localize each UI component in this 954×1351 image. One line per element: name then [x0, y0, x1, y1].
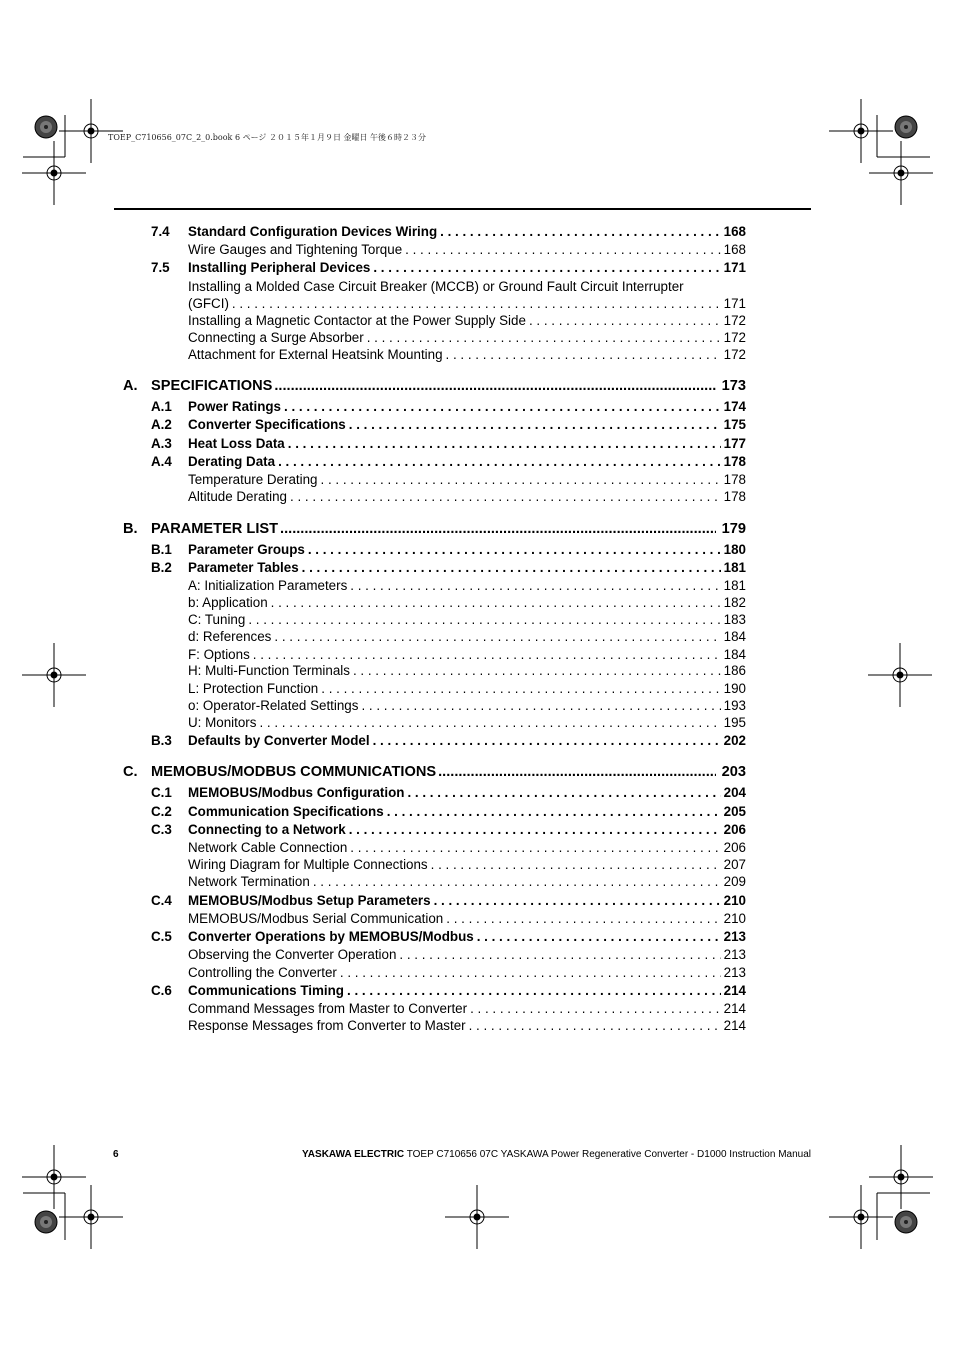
- toc-page: 213: [723, 947, 746, 962]
- rosette-mark-top-right: [895, 116, 917, 138]
- toc-title: Wire Gauges and Tightening Torque: [188, 242, 403, 257]
- toc-page: 184: [723, 629, 746, 644]
- toc-title: Converter Specifications: [188, 417, 346, 432]
- toc-page: 214: [723, 1018, 746, 1033]
- toc-entry-initialization-parameters[interactable]: [123, 577, 746, 594]
- toc-page: 181: [723, 578, 746, 593]
- toc-title: Command Messages from Master to Converter: [188, 1001, 468, 1016]
- toc-title: PARAMETER LIST: [151, 521, 279, 537]
- toc-title: Temperature Derating: [188, 472, 318, 487]
- dot-leader: [353, 662, 721, 679]
- toc-entry-command-messages[interactable]: [123, 1000, 746, 1017]
- toc-title: MEMOBUS/Modbus Serial Communication: [188, 911, 444, 926]
- toc-title: o: Operator-Related Settings: [188, 698, 359, 713]
- dot-leader: [407, 784, 720, 801]
- dot-leader: [477, 928, 721, 945]
- toc-title: Installing Peripheral Devices: [188, 260, 371, 275]
- dot-leader: [248, 611, 720, 628]
- toc-title: F: Options: [188, 647, 250, 662]
- footer-document-info: [302, 1149, 811, 1160]
- toc-number: A.2: [151, 417, 172, 432]
- crosshair-bottom-right: [829, 1185, 893, 1249]
- toc-title: Altitude Derating: [188, 489, 287, 504]
- dot-leader: [288, 435, 721, 452]
- toc-title: Connecting to a Network: [188, 822, 346, 837]
- dot-leader: [308, 541, 721, 558]
- toc-page: 193: [723, 698, 746, 713]
- toc-page: 181: [723, 560, 746, 575]
- dot-leader: [373, 732, 721, 749]
- toc-entry-a-4[interactable]: [123, 453, 746, 470]
- toc-title: Heat Loss Data: [188, 436, 285, 451]
- toc-entry-references[interactable]: [123, 628, 746, 645]
- toc-title: U: Monitors: [188, 715, 257, 730]
- dot-leader: [259, 714, 720, 731]
- toc-entry-application[interactable]: [123, 594, 746, 611]
- toc-entry-7-5[interactable]: [123, 259, 746, 276]
- footer-company: YASKAWA ELECTRIC: [302, 1149, 405, 1160]
- toc-title: SPECIFICATIONS: [151, 378, 273, 394]
- dot-leader: [280, 521, 716, 538]
- dot-leader: [529, 312, 721, 329]
- dot-leader: [373, 259, 720, 276]
- toc-page: 172: [723, 313, 746, 328]
- toc-page: 190: [723, 681, 746, 696]
- toc-title: Derating Data: [188, 454, 276, 469]
- toc-title: MEMOBUS/Modbus Configuration: [188, 785, 405, 800]
- toc-entry-b-2[interactable]: [123, 559, 746, 576]
- dot-leader: [274, 378, 715, 395]
- toc-entry-network-cable-connection[interactable]: [123, 839, 746, 856]
- toc-page: 184: [723, 647, 746, 662]
- toc-entry-a-3[interactable]: [123, 435, 746, 452]
- toc-page: 182: [723, 595, 746, 610]
- toc-page: 207: [723, 857, 746, 872]
- toc-page: 172: [723, 347, 746, 362]
- toc-entry-tuning[interactable]: [123, 611, 746, 628]
- toc-entry-c-6[interactable]: [123, 982, 746, 999]
- dot-leader: [274, 628, 720, 645]
- toc-entry-temperature-derating[interactable]: [123, 471, 746, 488]
- dot-leader: [470, 1000, 721, 1017]
- dot-leader: [361, 697, 720, 714]
- crosshair-top-left: [59, 99, 123, 163]
- toc-entry-b-1[interactable]: [123, 541, 746, 558]
- dot-leader: [278, 453, 721, 470]
- toc-page: 204: [723, 785, 746, 800]
- toc-entry-c-2[interactable]: [123, 803, 746, 820]
- toc-entry-response-messages[interactable]: [123, 1017, 746, 1034]
- dot-leader: [321, 680, 720, 697]
- dot-leader: [350, 577, 720, 594]
- toc-title: C: Tuning: [188, 612, 246, 627]
- toc-page: 172: [723, 330, 746, 345]
- toc-entry-7-4[interactable]: [123, 223, 746, 240]
- toc-entry-wire-gauges[interactable]: [123, 241, 746, 258]
- toc-title: Observing the Converter Operation: [188, 947, 397, 962]
- rosette-mark-bottom-right: [895, 1211, 917, 1233]
- toc-entry-operator-related-settings[interactable]: [123, 697, 746, 714]
- toc-title: (GFCI): [188, 296, 229, 311]
- dot-leader: [399, 946, 720, 963]
- toc-title: MEMOBUS/Modbus Setup Parameters: [188, 893, 431, 908]
- toc-page: 210: [723, 893, 746, 908]
- toc-number: A.: [123, 378, 138, 394]
- dot-leader: [438, 764, 716, 781]
- toc-page: 214: [723, 983, 746, 998]
- toc-page: 203: [721, 764, 746, 780]
- toc-page: 183: [723, 612, 746, 627]
- toc-page: 213: [723, 929, 746, 944]
- toc-entry-c-1[interactable]: [123, 784, 746, 801]
- toc-page: 202: [723, 733, 746, 748]
- toc-number: B.: [123, 521, 138, 537]
- toc-page: 210: [723, 911, 746, 926]
- dot-leader: [347, 982, 721, 999]
- toc-page: 195: [723, 715, 746, 730]
- dot-leader: [469, 1017, 721, 1034]
- toc-page: 171: [723, 296, 746, 311]
- crosshair-top-right: [829, 99, 893, 163]
- dot-leader: [350, 839, 720, 856]
- toc-page: 180: [723, 542, 746, 557]
- toc-entry-c-3[interactable]: [123, 821, 746, 838]
- toc-title: Network Termination: [188, 874, 310, 889]
- toc-page: 178: [723, 454, 746, 469]
- toc-title: Controlling the Converter: [188, 965, 337, 980]
- dot-leader: [232, 295, 721, 312]
- dot-leader: [446, 910, 720, 927]
- top-rule: [114, 208, 811, 210]
- toc-page: 213: [723, 965, 746, 980]
- toc-title: Defaults by Converter Model: [188, 733, 370, 748]
- toc-title: Wiring Diagram for Multiple Connections: [188, 857, 428, 872]
- toc-title: Parameter Groups: [188, 542, 305, 557]
- toc-entry-protection-function[interactable]: [123, 680, 746, 697]
- toc-page: 173: [721, 378, 746, 394]
- dot-leader: [253, 646, 721, 663]
- crosshair-middle-right: [868, 643, 932, 707]
- crosshair-bottom-center: [445, 1185, 509, 1249]
- toc-number: A.4: [151, 454, 172, 469]
- crosshair-top-right-lower: [869, 141, 933, 205]
- toc-number: 7.5: [151, 260, 170, 275]
- toc-page: 175: [723, 417, 746, 432]
- dot-leader: [321, 471, 721, 488]
- crosshair-top-left-lower: [22, 141, 86, 205]
- toc-page: 179: [721, 521, 746, 537]
- toc-title: Standard Configuration Devices Wiring: [188, 224, 438, 239]
- toc-title: Communications Timing: [188, 983, 344, 998]
- toc-page: 178: [723, 489, 746, 504]
- dot-leader: [290, 488, 721, 505]
- dot-leader: [446, 346, 721, 363]
- dot-leader: [367, 329, 721, 346]
- crosshair-middle-left: [22, 643, 86, 707]
- toc-number: C.3: [151, 822, 172, 837]
- toc-title: A: Initialization Parameters: [188, 578, 348, 593]
- toc-number: B.2: [151, 560, 172, 575]
- toc-chapter-a[interactable]: [123, 378, 746, 395]
- toc-page: 178: [723, 472, 746, 487]
- toc-page: 206: [723, 840, 746, 855]
- page-number: 6: [113, 1149, 119, 1160]
- dot-leader: [284, 398, 721, 415]
- toc-number: B.1: [151, 542, 172, 557]
- rosette-mark-bottom-left: [35, 1211, 57, 1233]
- rosette-mark-top-left: [35, 116, 57, 138]
- toc-title: Connecting a Surge Absorber: [188, 330, 364, 345]
- toc-title: d: References: [188, 629, 272, 644]
- toc-title-wrapped-line: Installing a Molded Case Circuit Breaker (MCCB) or Ground Fault Circuit Interrupter: [188, 279, 684, 294]
- toc-entry-mccb-gfci[interactable]: [123, 295, 746, 312]
- toc-title: Installing a Magnetic Contactor at the Power Supply Side: [188, 313, 526, 328]
- toc-number: A.1: [151, 399, 172, 414]
- toc-entry-a-1[interactable]: [123, 398, 746, 415]
- toc-number: C.5: [151, 929, 172, 944]
- toc-title: Attachment for External Heatsink Mounting: [188, 347, 443, 362]
- toc-entry-a-2[interactable]: [123, 416, 746, 433]
- crosshair-bottom-right-upper: [869, 1145, 933, 1209]
- toc-page: 206: [723, 822, 746, 837]
- toc-entry-magnetic-contactor[interactable]: [123, 312, 746, 329]
- toc-title: MEMOBUS/MODBUS COMMUNICATIONS: [151, 764, 437, 780]
- dot-leader: [313, 873, 721, 890]
- toc-title: Converter Operations by MEMOBUS/Modbus: [188, 929, 474, 944]
- toc-title: Power Ratings: [188, 399, 282, 414]
- toc-title: Response Messages from Converter to Master: [188, 1018, 466, 1033]
- toc-chapter-c[interactable]: [123, 764, 746, 781]
- toc-page: 174: [723, 399, 746, 414]
- toc-title: b: Application: [188, 595, 268, 610]
- toc-title: L: Protection Function: [188, 681, 319, 696]
- toc-entry-altitude-derating[interactable]: [123, 488, 746, 505]
- toc-number: B.3: [151, 733, 172, 748]
- toc-entry-heatsink-mounting[interactable]: [123, 346, 746, 363]
- toc-entry-options[interactable]: [123, 646, 746, 663]
- dot-leader: [387, 803, 721, 820]
- toc-page: 171: [723, 260, 746, 275]
- crosshair-bottom-left-upper: [22, 1145, 86, 1209]
- toc-page: 186: [723, 663, 746, 678]
- toc-entry-network-termination[interactable]: [123, 873, 746, 890]
- dot-leader: [431, 856, 721, 873]
- dot-leader: [349, 416, 721, 433]
- toc-page: 205: [723, 804, 746, 819]
- toc-number: C.2: [151, 804, 172, 819]
- toc-page: 177: [723, 436, 746, 451]
- toc-title: H: Multi-Function Terminals: [188, 663, 350, 678]
- crosshair-bottom-left: [59, 1185, 123, 1249]
- dot-leader: [349, 821, 721, 838]
- toc-number: C.4: [151, 893, 172, 908]
- toc-title: Parameter Tables: [188, 560, 299, 575]
- dot-leader: [405, 241, 721, 258]
- toc-title: Communication Specifications: [188, 804, 384, 819]
- toc-entry-b-3[interactable]: [123, 732, 746, 749]
- dot-leader: [434, 892, 721, 909]
- toc-entry-multi-function-terminals[interactable]: [123, 662, 746, 679]
- print-job-header: TOEP_C710656_07C_2_0.book 6 ページ ２０１５年１月９日 金曜日 午後６時２３分: [108, 133, 427, 142]
- toc-number: 7.4: [151, 224, 170, 239]
- toc-entry-c-4[interactable]: [123, 892, 746, 909]
- toc-number: C.6: [151, 983, 172, 998]
- toc-entry-serial-communication[interactable]: [123, 910, 746, 927]
- footer-doc-title: TOEP C710656 07C YASKAWA Power Regenerative Converter - D1000 Instruction Manual: [404, 1149, 811, 1160]
- toc-page: 168: [723, 224, 746, 239]
- dot-leader: [302, 559, 721, 576]
- toc-entry-c-5[interactable]: [123, 928, 746, 945]
- toc-entry-surge-absorber[interactable]: [123, 329, 746, 346]
- toc-number: C.1: [151, 785, 172, 800]
- toc-chapter-b[interactable]: [123, 521, 746, 538]
- toc-entry-observing-converter[interactable]: [123, 946, 746, 963]
- toc-entry-wiring-diagram[interactable]: [123, 856, 746, 873]
- dot-leader: [271, 594, 721, 611]
- dot-leader: [440, 223, 721, 240]
- toc-number: A.3: [151, 436, 172, 451]
- toc-title: Network Cable Connection: [188, 840, 348, 855]
- toc-number: C.: [123, 764, 138, 780]
- toc-entry-monitors[interactable]: [123, 714, 746, 731]
- dot-leader: [340, 964, 721, 981]
- toc-entry-controlling-converter[interactable]: [123, 964, 746, 981]
- toc-page: 214: [723, 1001, 746, 1016]
- toc-page: 168: [723, 242, 746, 257]
- toc-page: 209: [723, 874, 746, 889]
